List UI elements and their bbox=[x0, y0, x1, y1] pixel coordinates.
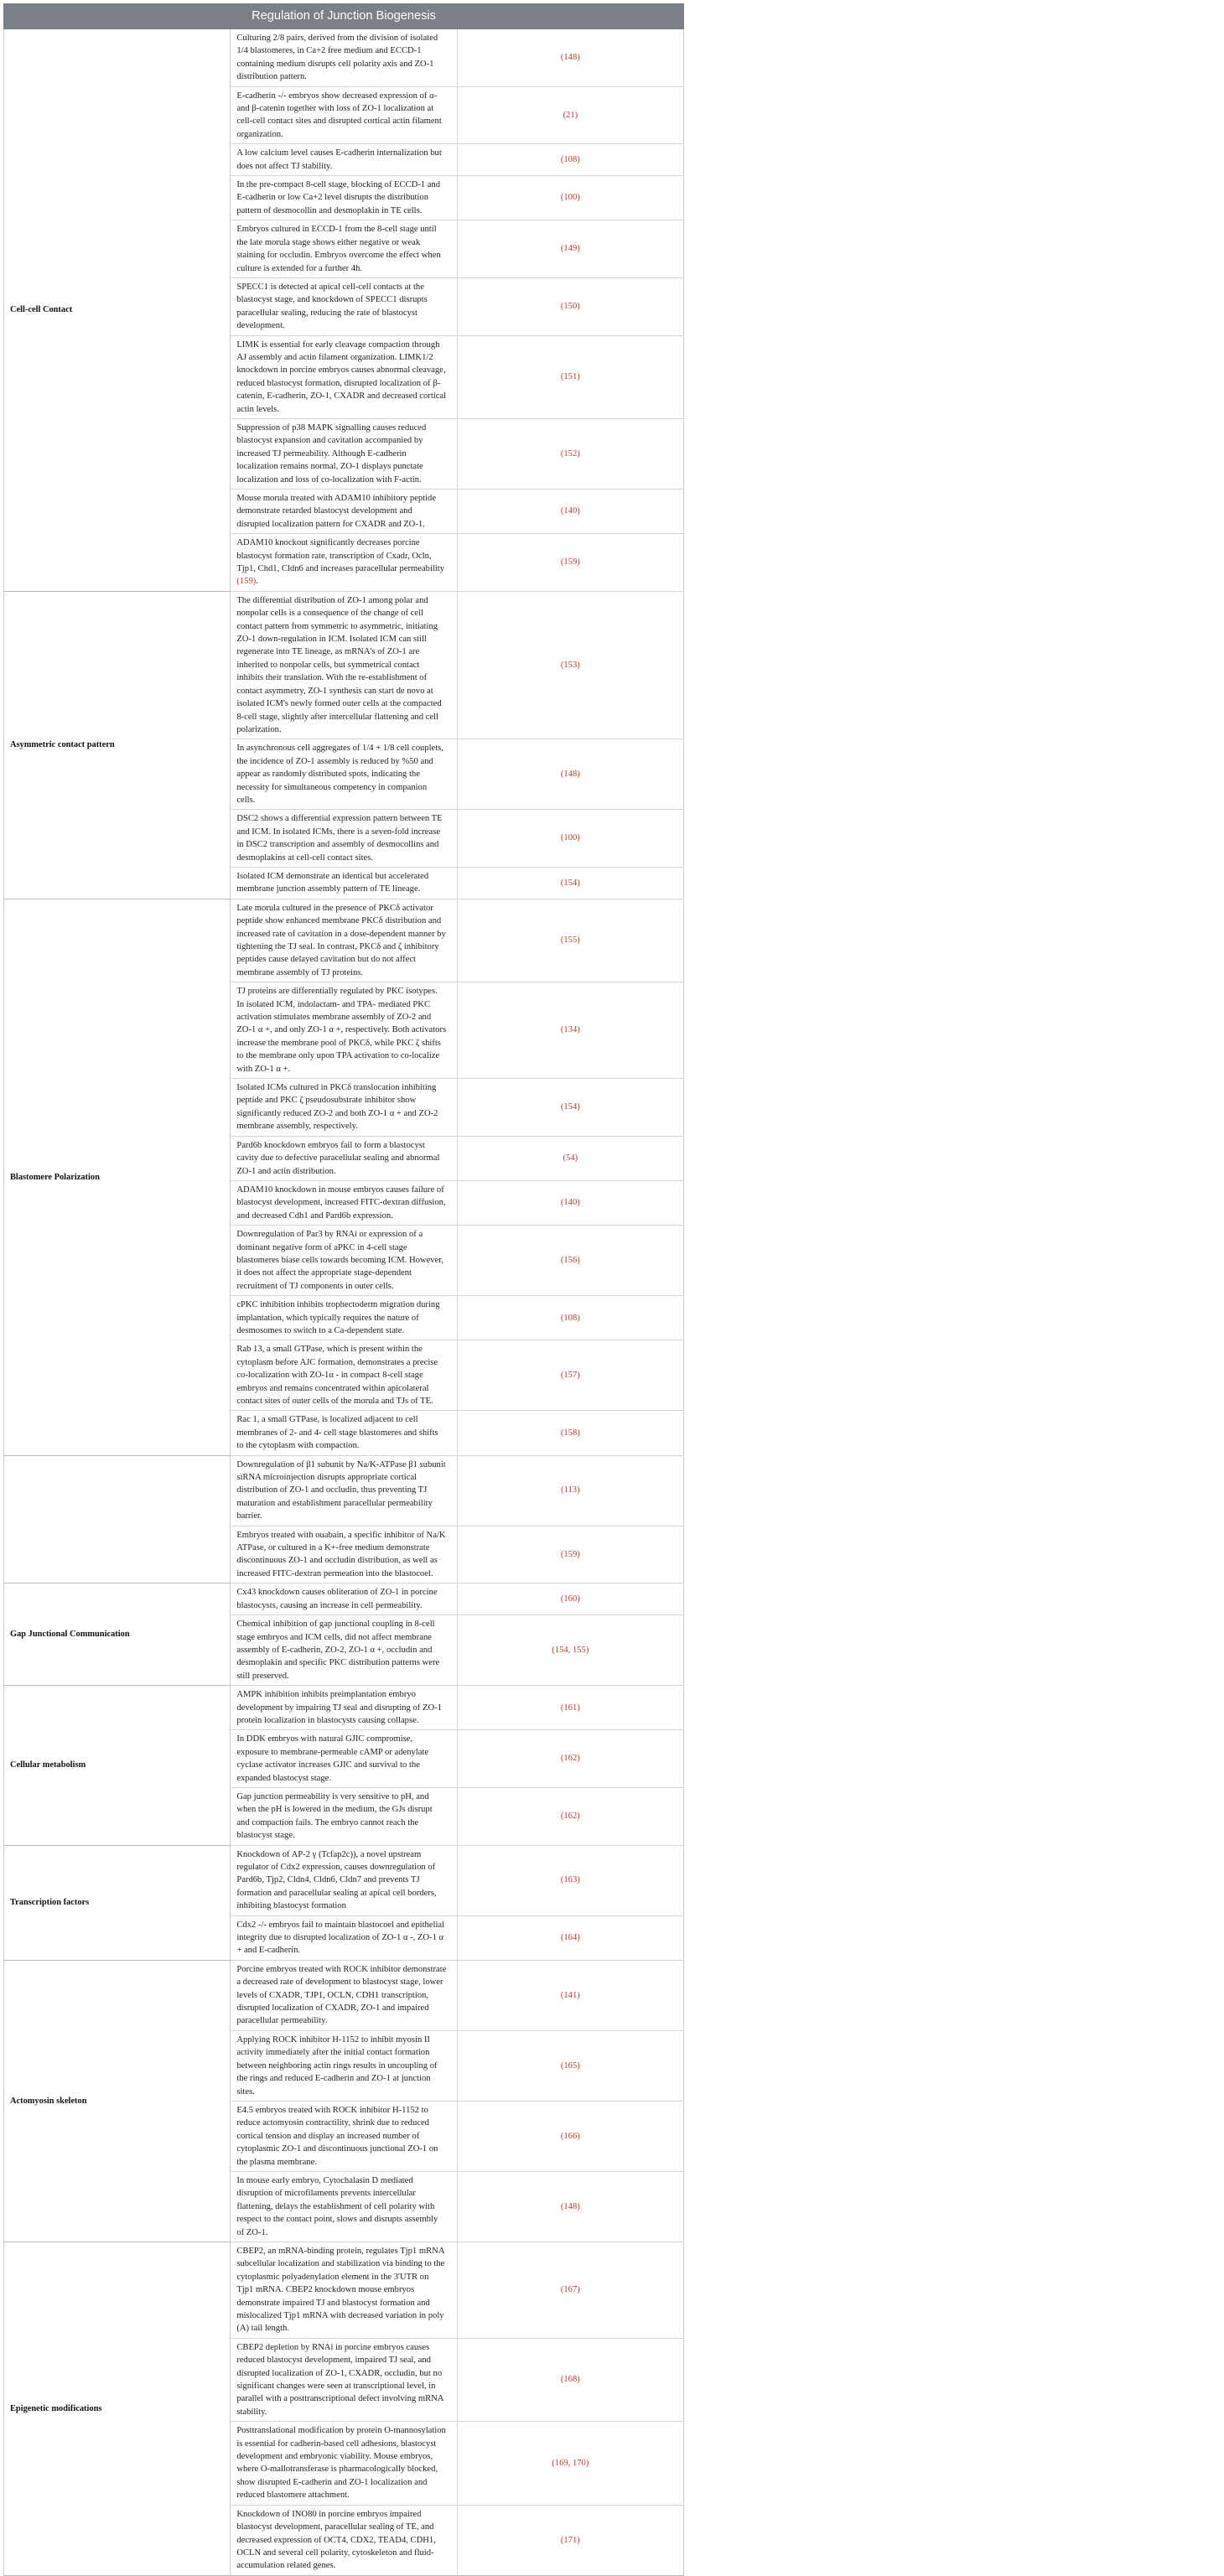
category-cell bbox=[4, 1455, 231, 1583]
description-text-tail: . bbox=[256, 577, 258, 587]
description-cell: Knockdown of AP-2 γ (Tcfap2c)), a novel upstream regulator of Cdx2 expression, causes downregulation of Pard6b, Tjp2, Cldn4, Cldn6, Cldn7 and prevents TJ formation and paracellular sealing at apical cell borders, inhibiting blastocyst formation bbox=[231, 1845, 457, 1915]
reference-link[interactable]: (169, 170) bbox=[457, 2422, 683, 2505]
reference-link[interactable]: (113) bbox=[457, 1455, 683, 1526]
reference-link[interactable]: (158) bbox=[457, 1411, 683, 1455]
reference-link[interactable]: (154) bbox=[457, 867, 683, 899]
inline-reference-link[interactable]: (159) bbox=[236, 577, 257, 587]
reference-link[interactable]: (162) bbox=[457, 1787, 683, 1845]
reference-link[interactable]: (159) bbox=[457, 534, 683, 592]
table-title: Regulation of Junction Biogenesis bbox=[4, 4, 684, 29]
reference-link[interactable]: (108) bbox=[457, 144, 683, 176]
reference-link[interactable]: (168) bbox=[457, 2338, 683, 2421]
description-cell: Cdx2 -/- embryos fail to maintain blastocoel and epithelial integrity due to disrupted localization of ZO-1 α -, ZO-1 α + and E-cadherin. bbox=[231, 1915, 457, 1960]
reference-link[interactable]: (54) bbox=[457, 1136, 683, 1180]
table-row bbox=[4, 1960, 684, 2030]
table-row bbox=[4, 1686, 684, 1730]
description-cell: In DDK embryos with natural GJIC compromise, exposure to membrane-permeable cAMP or adenylate cyclase activator increases GJIC and survival to the expanded blastocyst stage. bbox=[231, 1730, 457, 1788]
reference-link[interactable]: (148) bbox=[457, 2171, 683, 2242]
reference-link[interactable]: (155) bbox=[457, 899, 683, 982]
description-cell bbox=[231, 534, 457, 592]
reference-link[interactable]: (159) bbox=[457, 1526, 683, 1583]
description-cell: ADAM10 knockdown in mouse embryos causes failure of blastocyst development, increased FITC-dextran diffusion, and decreased Cdh1 and Pard6b expression. bbox=[231, 1180, 457, 1225]
reference-link[interactable]: (148) bbox=[457, 29, 683, 87]
reference-link[interactable]: (149) bbox=[457, 220, 683, 278]
reference-link[interactable]: (171) bbox=[457, 2505, 683, 2575]
description-cell: A low calcium level causes E-cadherin internalization but does not affect TJ stability. bbox=[231, 144, 457, 176]
reference-link[interactable]: (100) bbox=[457, 176, 683, 220]
reference-link[interactable]: (100) bbox=[457, 810, 683, 868]
junction-biogenesis-table bbox=[3, 3, 684, 2576]
description-cell: Posttranslational modification by protein O-mannosylation is essential for cadherin-based cell adhesions, blastocyst development and embryonic viability. Mouse embryos, where O-mallotransferase is pharmacologically blocked, show disrupted E-cadherin and ZO-1 localization and reduced blastomere attachment. bbox=[231, 2422, 457, 2505]
category-cell: Cell-cell Contact bbox=[4, 29, 231, 592]
description-cell: TJ proteins are differentially regulated by PKC isotypes. In isolated ICM, indolactam- and TPA- mediated PKC activation stimulates membrane assembly of ZO-2 and ZO-1 α +, and only ZO-1 α +, respectively. Both activators increase the membrane pool of PKCδ, while PKC ζ shifts to the membrane only upon TPA activation to co-localize with ZO-1 α +. bbox=[231, 982, 457, 1079]
description-cell: Late morula cultured in the presence of PKCδ activator peptide show enhanced membrane PKCδ distribution and increased rate of cavitation in a dose-dependent manner by tightening the TJ seal. In contrast, PKCδ and ζ inhibitory peptides cause delayed cavitation but do not affect membrane assembly of TJ proteins. bbox=[231, 899, 457, 982]
description-cell: Rac 1, a small GTPase, is localized adjacent to cell membranes of 2- and 4- cell stage blastomeres and shifts to the cytoplasm with compaction. bbox=[231, 1411, 457, 1455]
description-cell: CBEP2, an mRNA-binding protein, regulates Tjp1 mRNA subcellular localization and stabilization via binding to the cytoplasmic polyadenylation element in the 3'UTR on Tjp1 mRNA. CBEP2 knockdown mouse embryos demonstrate impaired TJ and blastocyst formation and mislocalized Tjp1 mRNA with decreased variation in poly (A) tail length. bbox=[231, 2242, 457, 2338]
reference-link[interactable]: (167) bbox=[457, 2242, 683, 2338]
reference-link[interactable]: (140) bbox=[457, 490, 683, 534]
category-cell: Cellular metabolism bbox=[4, 1686, 231, 1845]
reference-link[interactable]: (160) bbox=[457, 1583, 683, 1615]
category-cell: Transcription factors bbox=[4, 1845, 231, 1960]
description-cell: Embryos cultured in ECCD-1 from the 8-cell stage until the late morula stage shows either negative or weak staining for occludin. Embryos overcome the effect when culture is extended for a further 4h. bbox=[231, 220, 457, 278]
table-row bbox=[4, 1455, 684, 1526]
reference-link[interactable]: (134) bbox=[457, 982, 683, 1079]
description-cell: AMPK inhibition inhibits preimplantation embryo development by impairing TJ seal and disrupting of ZO-1 protein localization in blastocysts causing collapse. bbox=[231, 1686, 457, 1730]
description-cell: CBEP2 depletion by RNAi in porcine embryos causes reduced blastocyst development, impaired TJ seal, and disrupted localization of ZO-1, CXADR, occludin, but no significant changes were seen at transcriptional level, in parallel with a posttranscriptional defect involving mRNA stability. bbox=[231, 2338, 457, 2421]
description-cell: Mouse morula treated with ADAM10 inhibitory peptide demonstrate retarded blastocyst development and disrupted localization pattern for CXADR and ZO-1. bbox=[231, 490, 457, 534]
description-cell: E4.5 embryos treated with ROCK inhibitor H-1152 to reduce actomyosin contractility, shrink due to reduced cortical tension and display an increased number of cytoplasmic ZO-1 and discontinuous junctional ZO-1 on the plasma membrane. bbox=[231, 2101, 457, 2171]
reference-link[interactable]: (141) bbox=[457, 1960, 683, 2030]
description-cell: Gap junction permeability is very sensitive to pH, and when the pH is lowered in the medium, the GJs disrupt and compaction fails. The embryo cannot reach the blastocyst stage. bbox=[231, 1787, 457, 1845]
reference-link[interactable]: (150) bbox=[457, 277, 683, 335]
reference-link[interactable]: (162) bbox=[457, 1730, 683, 1788]
description-cell: Applying ROCK inhibitor H-1152 to inhibit myosin II activity immediately after the initial contact formation between neighboring actin rings results in uncoupling of the rings and reduced E-cadherin and ZO-1 at junction sites. bbox=[231, 2030, 457, 2101]
reference-link[interactable]: (164) bbox=[457, 1915, 683, 1960]
description-cell: In mouse early embryo, Cytochalasin D mediated disruption of microfilaments prevents intercellular flattening, delays the establishment of cell polarity with respect to the contact point, slows and disrupts assembly of ZO-1. bbox=[231, 2171, 457, 2242]
reference-link[interactable]: (148) bbox=[457, 739, 683, 810]
description-cell: cPKC inhibition inhibits trophectoderm migration during implantation, which typically requires the nature of desmosomes to switch to a Ca-dependent state. bbox=[231, 1296, 457, 1340]
description-cell: Downregulation of Par3 by RNAi or expression of a dominant negative form of aPKC in 4-cell stage blastomeres biase cells towards becoming ICM. However, it does not affect the appropriate stage-dependent recruitment of TJ components in outer cells. bbox=[231, 1226, 457, 1296]
description-cell: Isolated ICM demonstrate an identical but accelerated membrane junction assembly pattern of TE lineage. bbox=[231, 867, 457, 899]
table-row bbox=[4, 2242, 684, 2338]
description-cell: Porcine embryos treated with ROCK inhibitor demonstrate a decreased rate of development to blastocyst stage, lower levels of CXADR, TJP1, OCLN, CDH1 transcription, disrupted localization of CXADR, ZO-1 and impaired paracellular permeability. bbox=[231, 1960, 457, 2030]
description-cell: Pard6b knockdown embryos fail to form a blastocyst cavity due to defective paracellular sealing and abnormal ZO-1 and actin distribution. bbox=[231, 1136, 457, 1180]
description-cell: Suppression of p38 MAPK signalling causes reduced blastocyst expansion and cavitation accompanied by increased TJ permeability. Although E-cadherin localization remains normal, ZO-1 displays punctate localization and loss of co-localization with F-actin. bbox=[231, 418, 457, 489]
reference-link[interactable]: (156) bbox=[457, 1226, 683, 1296]
table-row bbox=[4, 29, 684, 87]
category-cell: Asymmetric contact pattern bbox=[4, 591, 231, 899]
reference-link[interactable]: (166) bbox=[457, 2101, 683, 2171]
reference-link[interactable]: (165) bbox=[457, 2030, 683, 2101]
table-body bbox=[4, 29, 684, 2576]
description-cell: Knockdown of INO80 in porcine embryos impaired blastocyst development, paracellular sealing of TE, and decreased expression of OCT4, CDX2, TEAD4, CDH1, OCLN and several cell polarity, cytoskeleton and fluid-accumulation related genes. bbox=[231, 2505, 457, 2575]
description-cell: SPECC1 is detected at apical cell-cell contacts at the blastocyst stage, and knockdown of SPECC1 disrupts paracellular sealing, reducing the rate of blastocyst development. bbox=[231, 277, 457, 335]
description-cell: Isolated ICMs cultured in PKCδ translocation inhibiting peptide and PKC ζ pseudosubstrate inhibitor show significantly reduced ZO-2 and both ZO-1 α + and ZO-2 membrane assembly, respectively. bbox=[231, 1079, 457, 1137]
reference-link[interactable]: (154) bbox=[457, 1079, 683, 1137]
reference-link[interactable]: (153) bbox=[457, 591, 683, 739]
category-cell: Gap Junctional Communication bbox=[4, 1583, 231, 1686]
description-cell: The differential distribution of ZO-1 among polar and nonpolar cells is a consequence of the change of cell contact pattern from symmetric to asymmetric, initiating ZO-1 down-regulation in ICM. Isolated ICM can still regenerate into TE lineage, as mRNA's of ZO-1 are inherited to nonpolar cells, but symmetrical contact inhibits their translation. With the re-establishment of contact asymmetry, ZO-1 synthesis can start de novo at isolated ICM's newly formed outer cells at the compacted 8-cell stage, slightly after intercellular flattening and cell polarization. bbox=[231, 591, 457, 739]
description-cell: Embryos treated with ouabain, a specific inhibitor of Na/K ATPase, or cultured in a K+-free medium demonstrate discontinuous ZO-1 and occludin distribution, as well as increased FITC-dextran permeation into the blastocoel. bbox=[231, 1526, 457, 1583]
description-cell: Downregulation of β1 subunit by Na/K-ATPase β1 subunit siRNA microinjection disrupts appropriate cortical distribution of ZO-1 and occludin, thus preventing TJ maturation and establishment paracellular permeability barrier. bbox=[231, 1455, 457, 1526]
reference-link[interactable]: (161) bbox=[457, 1686, 683, 1730]
description-cell: Chemical inhibition of gap junctional coupling in 8-cell stage embryos and ICM cells, did not affect membrane assembly of E-cadherin, ZO-2, ZO-1 α +, occludin and desmoplakin and specific PKC distribution patterns were still preserved. bbox=[231, 1615, 457, 1686]
reference-link[interactable]: (163) bbox=[457, 1845, 683, 1915]
reference-link[interactable]: (154, 155) bbox=[457, 1615, 683, 1686]
description-cell: In asynchronous cell aggregates of 1/4 + 1/8 cell couplets, the incidence of ZO-1 assembly is reduced by %50 and appear as randomly distributed spots, indicating the necessity for simultaneous competency in companion cells. bbox=[231, 739, 457, 810]
description-cell: In the pre-compact 8-cell stage, blocking of ECCD-1 and E-cadherin or low Ca+2 level disrupts the distribution pattern of desmocollin and desmoplakin in TE cells. bbox=[231, 176, 457, 220]
description-cell: Cx43 knockdown causes obliteration of ZO-1 in porcine blastocysts, causing an increase in cell permeability. bbox=[231, 1583, 457, 1615]
reference-link[interactable]: (108) bbox=[457, 1296, 683, 1340]
table-row bbox=[4, 1583, 684, 1615]
table-row bbox=[4, 899, 684, 982]
reference-link[interactable]: (21) bbox=[457, 86, 683, 144]
reference-link[interactable]: (140) bbox=[457, 1180, 683, 1225]
description-cell: DSC2 shows a differential expression pattern between TE and ICM. In isolated ICMs, there is a seven-fold increase in DSC2 transcription and assembly of desmocollins and desmoplakins at cell-cell contact sites. bbox=[231, 810, 457, 868]
category-cell: Epigenetic modifications bbox=[4, 2242, 231, 2575]
category-cell: Blastomere Polarization bbox=[4, 899, 231, 1455]
description-cell: Culturing 2/8 pairs, derived from the division of isolated 1/4 blastomeres, in Ca+2 free medium and ECCD-1 containing medium disrupts cell polarity axis and ZO-1 distribution pattern. bbox=[231, 29, 457, 87]
reference-link[interactable]: (151) bbox=[457, 335, 683, 418]
description-cell: E-cadherin -/- embryos show decreased expression of α- and β-catenin together with loss of ZO-1 localization at cell-cell contact sites and disrupted cortical actin filament organization. bbox=[231, 86, 457, 144]
reference-link[interactable]: (152) bbox=[457, 418, 683, 489]
description-cell: Rab 13, a small GTPase, which is present within the cytoplasm before AJC formation, demonstrates a precise co-localization with ZO-1α - in compact 8-cell stage embryos and remains concentrated within apicolateral contact sites of outer cells of the morula and TJs of TE. bbox=[231, 1340, 457, 1411]
description-text: ADAM10 knockout significantly decreases porcine blastocyst formation rate, transcription of Cxadr, Ocln, Tjp1, Chd1, Cldn6 and increases paracellular permeability bbox=[236, 538, 445, 574]
description-cell: LIMK is essential for early cleavage compaction through AJ assembly and actin filament organization. LIMK1/2 knockdown in porcine embryos causes abnormal cleavage, reduced blastocyst formation, disrupted localization of β-catenin, E-cadherin, ZO-1, CXADR and decreased cortical actin levels. bbox=[231, 335, 457, 418]
table-title-row bbox=[4, 4, 684, 29]
table-row bbox=[4, 591, 684, 739]
category-cell: Actomyosin skeleton bbox=[4, 1960, 231, 2242]
reference-link[interactable]: (157) bbox=[457, 1340, 683, 1411]
table-row bbox=[4, 1845, 684, 1915]
